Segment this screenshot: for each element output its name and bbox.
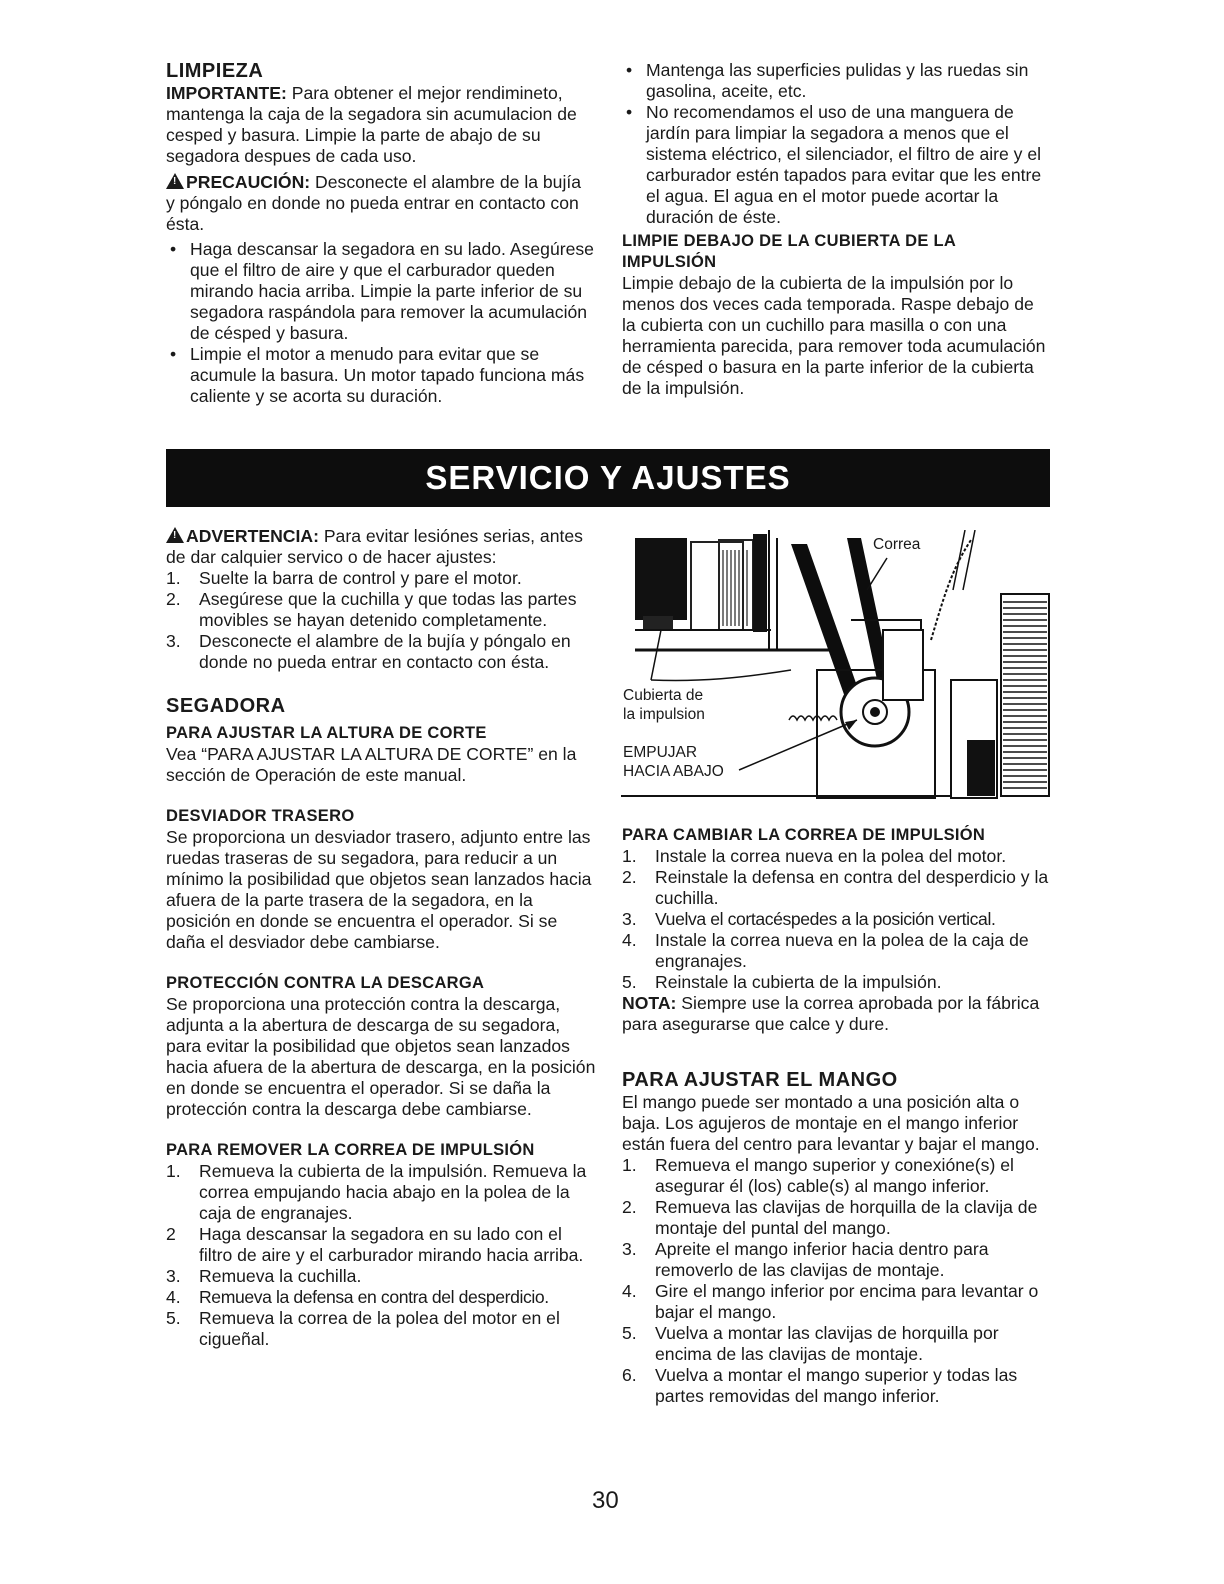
segadora-heading: SEGADORA xyxy=(166,695,286,717)
importante-paragraph xyxy=(166,83,594,167)
top-right-column xyxy=(622,60,1050,399)
mango-step: 3. Apreite el mango inferior hacia dentro para removerlo de las clavijas de montaje. xyxy=(622,1239,989,1280)
correa-leader-line xyxy=(867,558,887,590)
cambiar-step: 2. Reinstale la defensa en contra del desperdicio y la cuchilla. xyxy=(622,867,1049,908)
label-cubierta-line1: Cubierta de xyxy=(623,687,704,704)
desviador-text: Se proporciona un desviador trasero, adjunto entre las ruedas traseras de su segadora, para reducir a un mínimo la posibilidad que objetos sean lanzados hacia afuera de la parte trasera de la segadora, en la posición en donde se encuentra el operador. Si se daña el desviador debe cambiarse. xyxy=(166,827,592,952)
precaucion-paragraph xyxy=(166,172,594,235)
advertencia-step: 1. Suelte la barra de control y pare el motor. xyxy=(166,568,522,588)
cambiar-step: 5. Reinstale la cubierta de la impulsión. xyxy=(622,972,942,992)
mango-step: 1. Remueva el mango superior y conexióne(s) el asegurar él (los) cable(s) al mango inferior. xyxy=(622,1155,1014,1196)
nota-text: Siempre use la correa aprobada por la fábrica para asegurarse que calce y dure. xyxy=(622,993,1040,1034)
advertencia-paragraph xyxy=(166,526,598,568)
importante-text: Para obtener el mejor rendimineto, mantenga la caja de la segadora sin acumulacion de cesped y basura. Limpie la parte de abajo de su segadora despues de cada uso. xyxy=(166,83,577,166)
advertencia-step: 3. Desconecte el alambre de la bujía y póngalo en donde no pueda entrar en contacto con ésta. xyxy=(166,631,571,672)
precaucion-text: Desconecte el alambre de la bujía y póngalo en donde no pueda entrar en contacto con ésta. xyxy=(166,172,582,234)
label-empujar-line1: EMPUJAR xyxy=(623,744,698,761)
limpie-cubierta-heading: LIMPIE DEBAJO DE LA CUBIERTA DE LA IMPULSIÓN xyxy=(622,232,956,271)
label-correa: Correa xyxy=(873,536,921,553)
section-banner: SERVICIO Y AJUSTES xyxy=(166,449,1050,507)
drive-belt-diagram xyxy=(621,530,1061,815)
advertencia-text: Para evitar lesiónes serias, antes de dar calquier servico o de hacer ajustes: xyxy=(166,526,583,567)
limpieza-heading: LIMPIEZA xyxy=(166,60,264,82)
remover-step: 4. Remueva la defensa en contra del desperdicio. xyxy=(166,1287,549,1307)
advertencia-step: 2. Asegúrese que la cuchilla y que todas las partes movibles se hayan detenido completamente. xyxy=(166,589,577,630)
mango-step: 6. Vuelva a montar el mango superior y todas las partes removidas del mango inferior. xyxy=(622,1365,1018,1406)
mango-heading: PARA AJUSTAR EL MANGO xyxy=(622,1069,898,1091)
label-empujar-line2: HACIA ABAJO xyxy=(623,763,724,780)
bottom-left-column xyxy=(166,526,598,1350)
altura-text: Vea “PARA AJUSTAR LA ALTURA DE CORTE” en la sección de Operación de este manual. xyxy=(166,744,577,785)
top-left-column xyxy=(166,60,594,407)
nota-label: NOTA: xyxy=(622,993,677,1013)
label-cubierta-line2: la impulsion xyxy=(623,706,705,723)
remover-step: 1. Remueva la cubierta de la impulsión. Remueva la correa empujando hacia abajo en la polea de la caja de engranajes. xyxy=(166,1161,587,1223)
limpie-cubierta-text: Limpie debajo de la cubierta de la impulsión por lo menos dos veces cada temporada. Raspe debajo de la cubierta con un cuchillo para masilla o con una herramienta parecida, para remover toda acumulación de césped o basura en la parte inferior de la cubierta de la impulsión. xyxy=(622,273,1046,398)
limpieza-bullet: • Mantenga las superficies pulidas y las ruedas sin gasolina, aceite, etc. xyxy=(622,60,1050,102)
cambiar-heading: PARA CAMBIAR LA CORREA DE IMPULSIÓN xyxy=(622,826,986,844)
page-number: 30 xyxy=(592,1487,619,1514)
altura-heading: PARA AJUSTAR LA ALTURA DE CORTE xyxy=(166,724,487,742)
limpieza-bullet: • Haga descansar la segadora en su lado. Asegúrese que el filtro de aire y que el carburador queden mirando hacia arriba. Limpie la parte inferior de su segadora raspándola para remover la acumulación de césped y basura. xyxy=(166,239,594,344)
proteccion-text: Se proporciona una protección contra la descarga, adjunta a la abertura de descarga de su segadora, para evitar la posibilidad que objetos sean lanzados hacia afuera de la abertura de descarga, en la posición en donde se encuentra el operador. Si se daña la protección contra la descarga debe cambiarse. xyxy=(166,994,596,1119)
remover-step: 2 Haga descansar la segadora en su lado con el filtro de aire y el carburador mirando hacia arriba. xyxy=(166,1224,584,1265)
precaucion-label: PRECAUCIÓN: xyxy=(186,172,311,192)
wheel-shape xyxy=(1001,594,1049,796)
bottom-right-column xyxy=(622,825,1054,1407)
cubierta-leader-line xyxy=(651,630,661,680)
mango-step: 5. Vuelva a montar las clavijas de horquilla por encima de las clavijas de montaje. xyxy=(622,1323,999,1364)
proteccion-heading: PROTECCIÓN CONTRA LA DESCARGA xyxy=(166,974,485,992)
nota-paragraph xyxy=(622,993,1054,1035)
empujar-leader-line xyxy=(739,720,857,770)
engine-block-shape xyxy=(635,538,687,620)
mango-step: 4. Gire el mango inferior por encima para levantar o bajar el mango. xyxy=(622,1281,1039,1322)
desviador-heading: DESVIADOR TRASERO xyxy=(166,807,355,825)
cambiar-step: 4. Instale la correa nueva en la polea de la caja de engranajes. xyxy=(622,930,1029,971)
cambiar-step: 3. Vuelva el cortacéspedes a la posición vertical. xyxy=(622,909,996,929)
cambiar-step: 1. Instale la correa nueva en la polea del motor. xyxy=(622,846,1007,866)
advertencia-label: ADVERTENCIA: xyxy=(186,526,319,546)
limpieza-bullet: • Limpie el motor a menudo para evitar que se acumule la basura. Un motor tapado funciona más caliente y se acorta su duración. xyxy=(166,344,594,407)
remover-step: 3. Remueva la cuchilla. xyxy=(166,1266,362,1286)
remover-heading: PARA REMOVER LA CORREA DE IMPULSIÓN xyxy=(166,1141,535,1159)
limpieza-bullet: • No recomendamos el uso de una manguera de jardín para limpiar la segadora a menos que el sistema eléctrico, el silenciador, el filtro de aire y el carburador estén tapados para evitar que les entre el agua. El agua en el motor puede acortar la duración de éste. xyxy=(622,102,1050,228)
mango-step: 2. Remueva las clavijas de horquilla de la clavija de montaje del puntal del mango. xyxy=(622,1197,1038,1238)
remover-step: 5. Remueva la correa de la polea del motor en el cigueñal. xyxy=(166,1308,560,1349)
mango-text: El mango puede ser montado a una posición alta o baja. Los agujeros de montaje en el mango inferior están fuera del centro para levantar y bajar el mango. xyxy=(622,1092,1040,1154)
warning-triangle-icon: ! xyxy=(166,527,184,543)
warning-triangle-icon: ! xyxy=(166,173,184,189)
importante-label: IMPORTANTE: xyxy=(166,83,287,103)
